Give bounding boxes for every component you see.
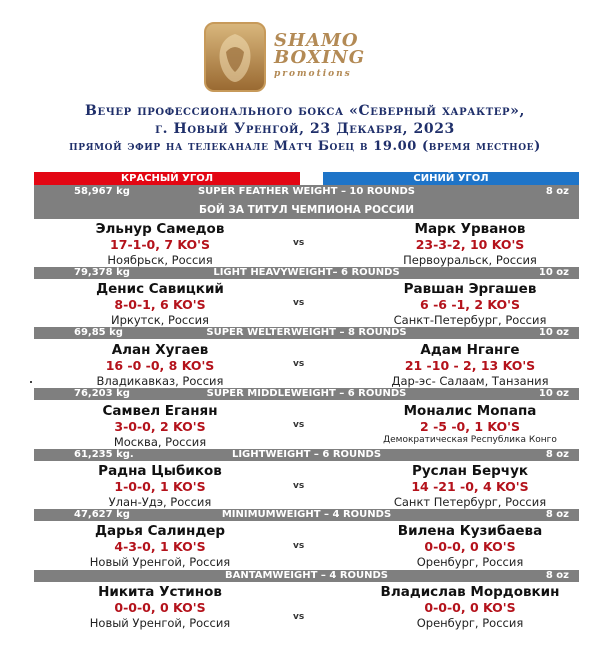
red-fighter-name: Радна Цыбиков <box>98 463 222 479</box>
blue-fighter-record: 23-3-2, 10 KO'S <box>415 237 525 252</box>
glove-size: 10 oz <box>538 267 569 278</box>
blue-fighter-record: 0-0-0, 0 KO'S <box>424 539 516 554</box>
vs-label: vs <box>293 612 305 622</box>
event-location-date: г. Новый Уренгой, 23 Декабря, 2023 <box>155 121 455 137</box>
red-fighter-name: Эльнур Самедов <box>95 221 225 237</box>
blue-fighter-record: 2 -5 -0, 1 KO'S <box>420 419 520 434</box>
blue-fighter-name: Руслан Берчук <box>411 463 529 479</box>
weight-category: BANTAMWEIGHT – 4 ROUNDS <box>224 570 389 581</box>
logo-line-1: SHAMO <box>274 30 359 51</box>
bout-bar <box>34 449 579 461</box>
logo <box>204 22 372 94</box>
red-fighter-record: 0-0-0, 0 KO'S <box>114 600 206 615</box>
bout-bar <box>34 185 579 219</box>
blue-fighter-name: Адам Нганге <box>420 342 520 358</box>
weight-category: SUPER MIDDLEWEIGHT – 6 ROUNDS <box>206 388 407 399</box>
vs-label: vs <box>293 298 305 308</box>
weight-limit: 47,627 kg <box>74 509 130 520</box>
vs-label: vs <box>293 420 305 430</box>
red-fighter-record: 4-3-0, 1 KO'S <box>114 539 206 554</box>
blue-fighter-city: Оренбург, Россия <box>416 555 524 569</box>
blue-fighter-city: Демократическая Республика Конго <box>383 435 557 445</box>
blue-fighter-city: Оренбург, Россия <box>416 616 524 630</box>
lion-emblem-icon <box>204 22 266 92</box>
bout-bar <box>34 509 579 521</box>
red-fighter-name: Самвел Еганян <box>102 403 218 419</box>
weight-category: LIGHT HEAVYWEIGHT– 6 ROUNDS <box>213 267 400 278</box>
blue-fighter-record: 21 -10 - 2, 13 KO'S <box>404 358 536 373</box>
title-fight-label: БОЙ ЗА ТИТУЛ ЧЕМПИОНА РОССИИ <box>199 204 414 216</box>
weight-category: SUPER WELTERWEIGHT – 8 ROUNDS <box>206 327 407 338</box>
glove-size: 8 oz <box>545 186 569 197</box>
blue-fighter-name: Моналис Мопапа <box>403 403 537 419</box>
vs-label: vs <box>293 238 305 248</box>
vs-label: vs <box>293 481 305 491</box>
red-fighter-city: Улан-Удэ, Россия <box>108 495 212 509</box>
blue-fighter-name: Владислав Мордовкин <box>380 584 560 600</box>
weight-limit: 76,203 kg <box>74 388 130 399</box>
weight-limit: 58,967 kg <box>74 186 130 197</box>
bout-bar <box>34 327 579 339</box>
red-fighter-record: 16 -0 -0, 8 KO'S <box>105 358 215 373</box>
red-fighter-name: Дарья Салиндер <box>94 523 226 539</box>
red-fighter-city: Владикавказ, Россия <box>96 374 224 388</box>
stray-dot <box>30 381 32 383</box>
blue-corner-header: СИНИЙ УГОЛ <box>323 172 579 185</box>
red-corner-header: КРАСНЫЙ УГОЛ <box>34 172 300 185</box>
red-fighter-record: 1-0-0, 1 KO'S <box>114 479 206 494</box>
red-fighter-city: Новый Уренгой, Россия <box>89 616 231 630</box>
bout-bar <box>34 388 579 400</box>
blue-fighter-city: Санкт-Петербург, Россия <box>393 313 547 327</box>
blue-fighter-name: Вилена Кузибаева <box>397 523 543 539</box>
logo-wordmark <box>274 32 365 83</box>
bout-bar <box>34 570 579 582</box>
glove-size: 10 oz <box>538 327 569 338</box>
blue-fighter-record: 6 -6 -1, 2 KO'S <box>420 297 520 312</box>
weight-category: MINIMUMWEIGHT – 4 ROUNDS <box>221 509 392 520</box>
red-fighter-record: 17-1-0, 7 KO'S <box>110 237 210 252</box>
glove-size: 8 oz <box>545 449 569 460</box>
bout-bar <box>34 267 579 279</box>
blue-fighter-record: 14 -21 -0, 4 KO'S <box>411 479 529 494</box>
logo-line-2: BOXING <box>274 47 366 68</box>
vs-label: vs <box>293 359 305 369</box>
weight-category: LIGHTWEIGHT – 6 ROUNDS <box>231 449 382 460</box>
red-fighter-name: Денис Савицкий <box>96 281 224 297</box>
weight-limit: 61,235 kg. <box>74 449 134 460</box>
weight-limit: 69,85 kg <box>74 327 123 338</box>
red-fighter-record: 8-0-1, 6 KO'S <box>114 297 206 312</box>
glove-size: 8 oz <box>545 570 569 581</box>
weight-limit: 79,378 kg <box>74 267 130 278</box>
glove-size: 8 oz <box>545 509 569 520</box>
vs-label: vs <box>293 541 305 551</box>
weight-category: SUPER FEATHER WEIGHT – 10 ROUNDS <box>197 186 416 197</box>
glove-size: 10 oz <box>538 388 569 399</box>
red-fighter-city: Москва, Россия <box>113 435 207 449</box>
event-title: Вечер профессионального бокса «Северный характер», <box>85 103 525 119</box>
blue-fighter-city: Дар-эс- Салаам, Танзания <box>391 374 549 388</box>
red-fighter-name: Никита Устинов <box>98 584 222 600</box>
red-fighter-record: 3-0-0, 2 KO'S <box>114 419 206 434</box>
blue-fighter-record: 0-0-0, 0 KO'S <box>424 600 516 615</box>
blue-fighter-name: Марк Урванов <box>414 221 526 237</box>
blue-fighter-city: Санкт Петербург, Россия <box>393 495 547 509</box>
red-fighter-city: Новый Уренгой, Россия <box>89 555 231 569</box>
blue-fighter-city: Первоуральск, Россия <box>403 253 537 267</box>
broadcast-info: прямой эфир на телеканале Матч Боец в 19.00 (время местное) <box>69 139 541 154</box>
red-fighter-city: Иркутск, Россия <box>111 313 209 327</box>
red-fighter-name: Алан Хугаев <box>111 342 209 358</box>
red-fighter-city: Ноябрьск, Россия <box>107 253 213 267</box>
logo-line-3: promotions <box>274 69 352 79</box>
blue-fighter-name: Равшан Эргашев <box>403 281 537 297</box>
